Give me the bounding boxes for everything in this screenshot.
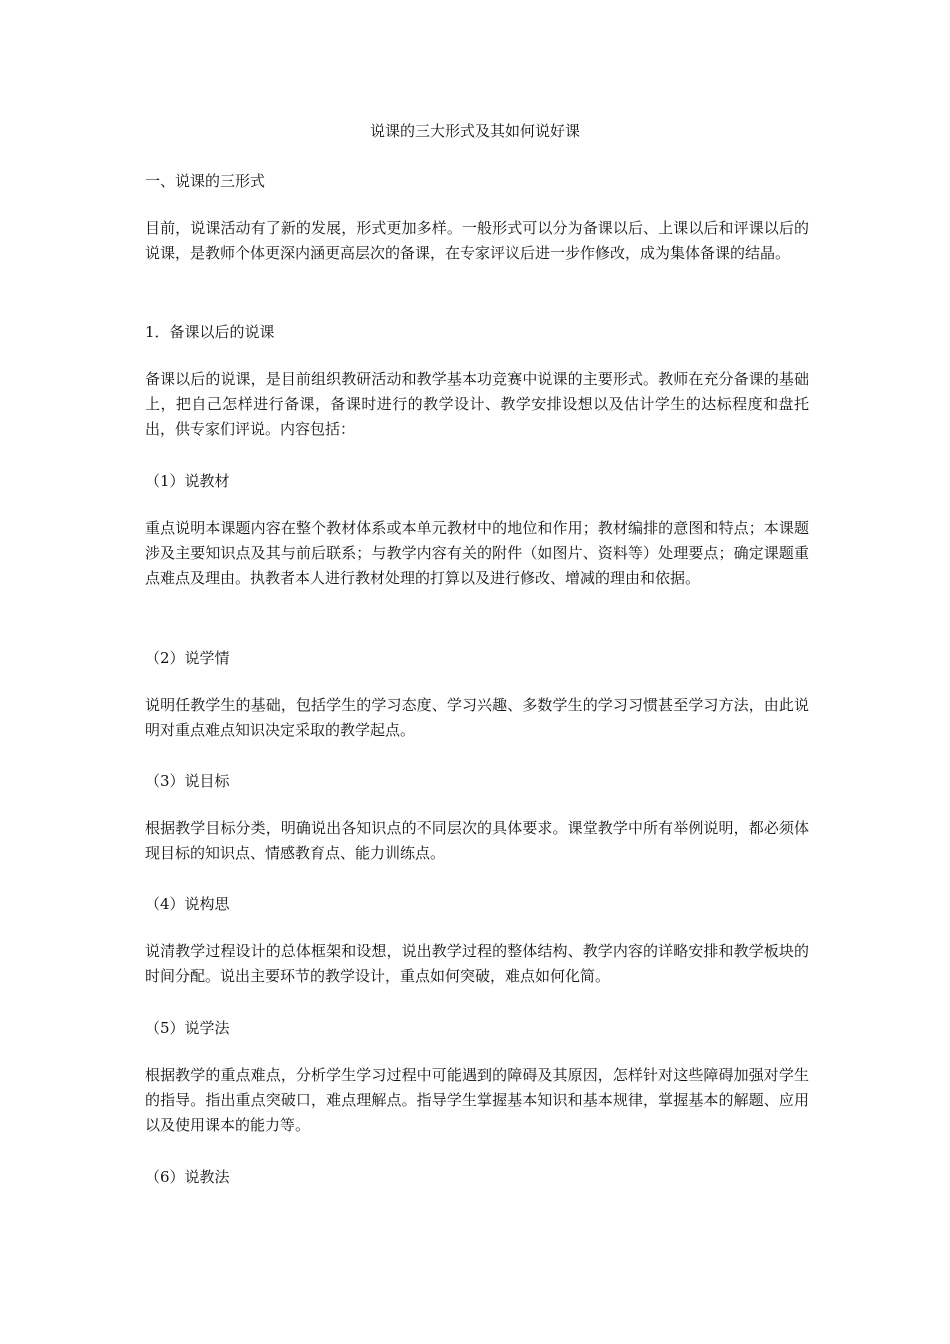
section-heading: 一、说课的三形式: [145, 172, 266, 190]
item-heading-teaching-methods: （6）说教法: [145, 1168, 230, 1186]
item-paragraph-learning-methods: 根据教学的重点难点，分析学生学习过程中可能遇到的障碍及其原因，怎样针对这些障碍加强对学生的指导。指出重点突破口，难点理解点。指导学生掌握基本知识和基本规律，掌握基本的解题、应用以及使用课本的能力等。: [145, 1066, 809, 1134]
subsection-heading: 1．备课以后的说课: [145, 323, 275, 341]
item-heading-learning-methods: （5）说学法: [145, 1019, 230, 1037]
item-paragraph-textbook: 重点说明本课题内容在整个教材体系或本单元教材中的地位和作用；教材编排的意图和特点；本课题涉及主要知识点及其与前后联系；与教学内容有关的附件（如图片、资料等）处理要点；确定课题重点难点及理由。执教者本人进行教材处理的打算以及进行修改、增减的理由和依据。: [145, 519, 809, 587]
item-paragraph-objectives: 根据教学目标分类，明确说出各知识点的不同层次的具体要求。课堂教学中所有举例说明，都必须体现目标的知识点、情感教育点、能力训练点。: [145, 819, 809, 862]
item-heading-objectives: （3）说目标: [145, 772, 230, 790]
item-heading-design: （4）说构思: [145, 895, 230, 913]
item-heading-students: （2）说学情: [145, 649, 230, 667]
document-title: 说课的三大形式及其如何说好课: [369, 122, 580, 140]
intro-paragraph: 目前，说课活动有了新的发展，形式更加多样。一般形式可以分为备课以后、上课以后和评课以后的说课，是教师个体更深内涵更高层次的备课，在专家评议后进一步作修改，成为集体备课的结晶。: [145, 219, 809, 262]
subsection-paragraph: 备课以后的说课，是目前组织教研活动和教学基本功竞赛中说课的主要形式。教师在充分备课的基础上，把自己怎样进行备课，备课时进行的教学设计、教学安排设想以及估计学生的达标程度和盘托出，供专家们评说。内容包括：: [145, 370, 809, 438]
item-paragraph-students: 说明任教学生的基础，包括学生的学习态度、学习兴趣、多数学生的学习习惯甚至学习方法，由此说明对重点难点知识决定采取的教学起点。: [145, 696, 809, 739]
item-heading-textbook: （1）说教材: [145, 472, 230, 490]
item-paragraph-design: 说清教学过程设计的总体框架和设想，说出教学过程的整体结构、教学内容的详略安排和教学板块的时间分配。说出主要环节的教学设计，重点如何突破，难点如何化简。: [145, 942, 809, 985]
